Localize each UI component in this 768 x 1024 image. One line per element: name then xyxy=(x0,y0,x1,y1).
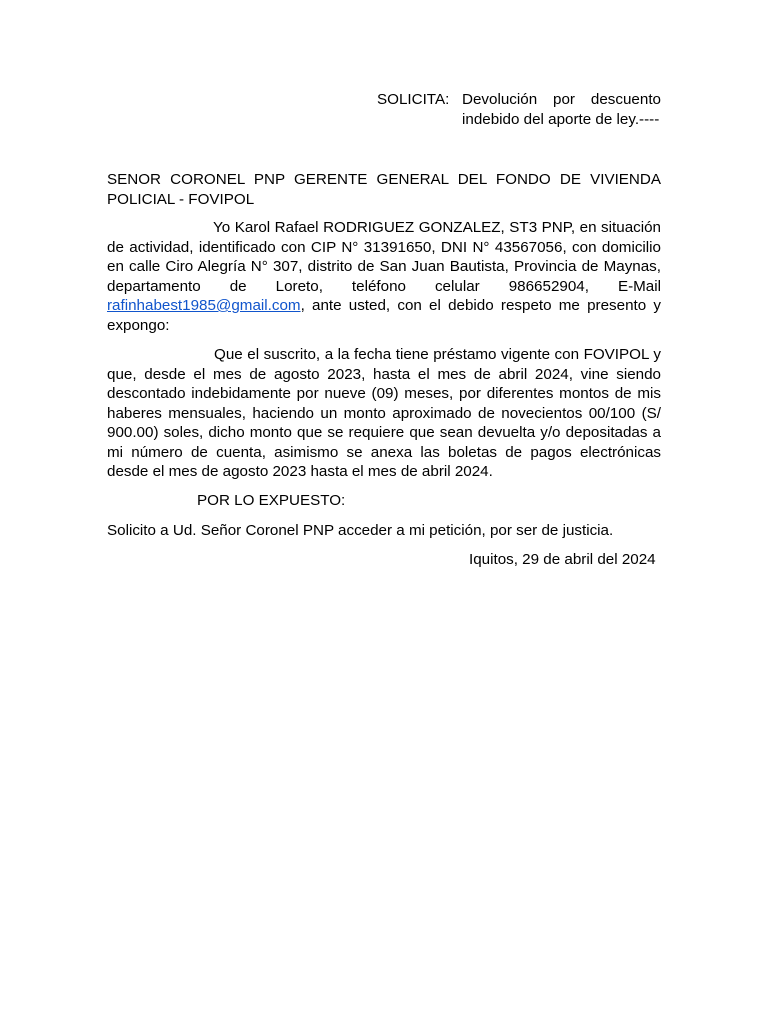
por-lo-expuesto-heading: POR LO EXPUESTO: xyxy=(197,492,346,509)
petition-line: Solicito a Ud. Señor Coronel PNP acceder a mi petición, por ser de justicia. xyxy=(107,522,614,539)
request-paragraph: Que el suscrito, a la fecha tiene préstamo vigente con FOVIPOL y que, desde el mes de agosto 2023, hasta el mes de abril 2024, vine siendo descontado indebidamente por nueve (09) meses, por diferentes montos de mis haberes mensuales, haciendo un monto aproximado de novecientos 00/100 (S/ 900.00) soles, dicho monto que se requiere que sean devuelta y/o depositadas a mi número de cuenta, asimismo se anexa las boletas de pagos electrónicas desde el mes de agosto 2023 hasta el mes de abril 2024. xyxy=(107,346,661,480)
introduction-text: Yo Karol Rafael RODRIGUEZ GONZALEZ, ST3 PNP, en situación de actividad, identificado con CIP N° 31391650, DNI N° 43567056, con domicilio en calle Ciro Alegría N° 307, distrito de San Juan Bautista, Provincia de Maynas, departamento de Loreto, teléfono celular 986652904, E-Mail xyxy=(107,219,661,295)
addressee-heading: SENOR CORONEL PNP GERENTE GENERAL DEL FONDO DE VIVIENDA POLICIAL - FOVIPOL xyxy=(107,171,661,208)
introduction-text-end: , ante usted, con el debido respeto me presento y expongo: xyxy=(107,297,661,334)
solicita-label: SOLICITA: xyxy=(377,91,450,108)
email-link[interactable]: rafinhabest1985@gmail.com xyxy=(107,297,301,314)
introduction-paragraph xyxy=(107,218,661,335)
solicita-block xyxy=(377,90,661,129)
solicita-subject: Devolución por descuento indebido del aporte de ley.---- xyxy=(462,91,661,128)
date-line: Iquitos, 29 de abril del 2024 xyxy=(469,551,656,568)
